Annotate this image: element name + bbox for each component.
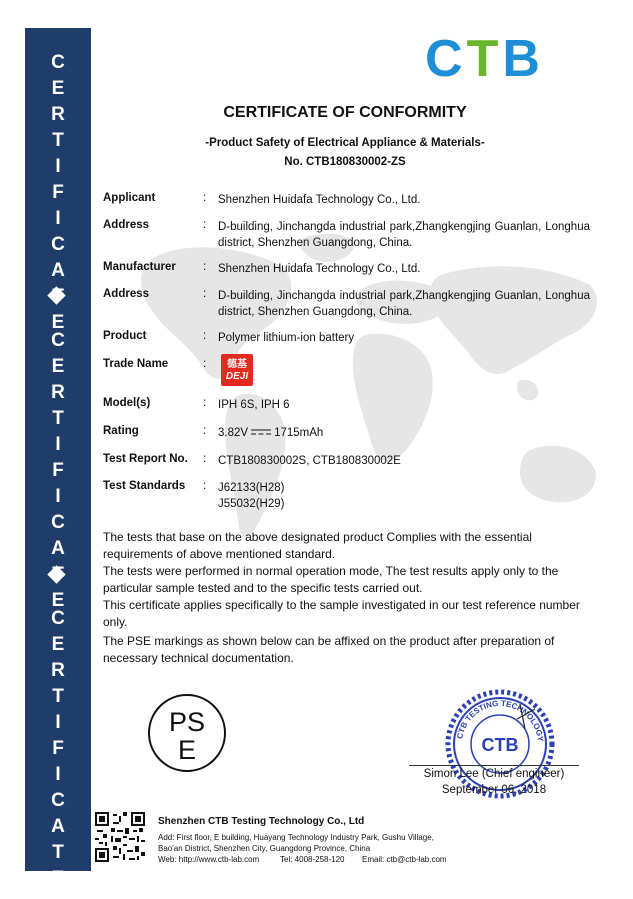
field-value: Shenzhen Huidafa Technology Co., Ltd. — [218, 194, 421, 206]
rating-capacity: 1715mAh — [274, 427, 324, 439]
sidebar-letter: R — [51, 104, 65, 125]
sidebar-word-bottom — [25, 606, 91, 892]
footer-website[interactable]: Web: http://www.ctb-lab.com — [158, 855, 260, 864]
dc-symbol-icon — [251, 428, 271, 436]
standard-item: J55032(H29) — [218, 498, 285, 510]
logo-letter-c: C — [425, 30, 467, 83]
sidebar-letter: T — [52, 842, 64, 863]
sidebar-letter: E — [51, 312, 65, 333]
sidebar-letter: C — [51, 52, 65, 73]
sidebar-letter: I — [55, 434, 61, 455]
paragraph-test-mode: The tests were performed in normal operation mode, The test results apply only to the particular sample tested and to the specific tests carried out. — [103, 564, 559, 595]
certificate-number: No. CTB180830002-ZS — [284, 156, 406, 168]
sidebar-letter: F — [52, 738, 64, 759]
deji-logo-latin: DEJI — [225, 370, 249, 382]
footer-email[interactable]: Email: ctb@ctb-lab.com — [362, 855, 447, 864]
field-colon: : — [203, 358, 207, 370]
field-value: D-building, Jinchangda industrial park,Zhangkengjing Guanlan, Longhua district, Shenzhen Guangdong, China. — [218, 290, 590, 318]
field-colon: : — [203, 288, 207, 300]
sidebar-letter: I — [55, 764, 61, 785]
pse-mark-top: PS — [168, 707, 206, 737]
field-label: Address — [103, 288, 150, 300]
stamp-center-text: CTB — [481, 735, 519, 755]
signatory-name: Simon Lee (Chief engineer) — [423, 768, 565, 780]
sidebar-letter: C — [51, 330, 65, 351]
certificate-title: CERTIFICATE OF CONFORMITY — [223, 104, 467, 121]
sidebar-letter: R — [51, 660, 65, 681]
sidebar-letter: E — [51, 868, 65, 889]
field-label: Test Report No. — [103, 453, 188, 465]
certificate-sidebar — [25, 28, 91, 889]
field-colon: : — [203, 219, 207, 231]
field-value: IPH 6S, IPH 6 — [218, 399, 290, 411]
signature-date: September 06, 2018 — [441, 784, 547, 796]
logo-letter-b: B — [502, 30, 544, 83]
rating-voltage: 3.82V — [218, 427, 249, 439]
field-colon: : — [203, 330, 207, 342]
sidebar-letter: I — [55, 712, 61, 733]
sidebar-letter: T — [52, 130, 64, 151]
sidebar-letter: T — [52, 686, 64, 707]
field-label: Model(s) — [103, 397, 151, 409]
signature-line — [409, 765, 579, 766]
logo-letter-t: T — [466, 30, 503, 83]
certificate-subtitle: -Product Safety of Electrical Appliance & Materials- — [205, 137, 485, 149]
footer-address-line-1: Add: First floor, E building, Huayang Technology Industry Park, Gushu Village, — [158, 833, 434, 842]
sidebar-letter: C — [51, 234, 65, 255]
field-colon: : — [203, 425, 207, 437]
field-value: CTB180830002S, CTB180830002E — [218, 455, 401, 467]
ctb-logo — [425, 28, 590, 83]
field-colon: : — [203, 261, 207, 273]
svg-text:CTB — [425, 30, 544, 83]
footer-telephone: Tel: 4008-258-120 — [280, 855, 345, 864]
paragraph-compliance: The tests that base on the above designated product Complies with the essential requirements of above mentioned standard. — [103, 530, 532, 561]
sidebar-letter: C — [51, 790, 65, 811]
sidebar-letter: I — [55, 156, 61, 177]
footer-address-line-2: Bao'an District, Shenzhen City, Guangdong Province, China — [158, 844, 371, 853]
field-label: Product — [103, 330, 147, 342]
field-colon: : — [203, 397, 207, 409]
sidebar-letter: E — [51, 78, 65, 99]
pse-mark-bottom: E — [177, 735, 197, 765]
standard-item: J62133(H28) — [218, 482, 285, 494]
sidebar-letter: F — [52, 460, 64, 481]
sidebar-letter: T — [52, 408, 64, 429]
field-value: Polymer lithium-ion battery — [218, 332, 355, 344]
sidebar-letter: F — [52, 182, 64, 203]
field-value: D-building, Jinchangda industrial park,Zhangkengjing Guanlan, Longhua district, Shenzhen Guangdong, China. — [218, 221, 590, 249]
field-label: Address — [103, 219, 150, 231]
footer-company-name: Shenzhen CTB Testing Technology Co., Ltd — [158, 816, 365, 827]
field-colon: : — [203, 453, 207, 465]
field-value: Shenzhen Huidafa Technology Co., Ltd. — [218, 263, 421, 275]
field-value — [218, 480, 590, 512]
sidebar-letter: I — [55, 208, 61, 229]
sidebar-letter: I — [55, 486, 61, 507]
field-label: Test Standards — [103, 480, 186, 492]
paragraph-pse-marking: The PSE markings as shown below can be affixed on the product after preparation of necessary technical documentation. — [103, 634, 555, 665]
field-colon: : — [203, 480, 207, 492]
sidebar-letter: C — [51, 512, 65, 533]
sidebar-letter: C — [51, 608, 65, 629]
sidebar-letter: E — [51, 590, 65, 611]
field-label: Trade Name — [103, 358, 169, 370]
deji-brand-logo — [221, 354, 253, 386]
field-label: Manufacturer — [103, 261, 176, 273]
sidebar-letter: E — [51, 634, 65, 655]
sidebar-letter: A — [51, 816, 65, 837]
stamp-ring-text: CTB TESTING TECHNOLOGY — [455, 698, 545, 743]
sidebar-letter: R — [51, 382, 65, 403]
field-value — [218, 425, 590, 441]
field-label: Rating — [103, 425, 139, 437]
qr-code — [95, 812, 145, 862]
sidebar-letter: A — [51, 260, 65, 281]
field-label: Applicant — [103, 192, 156, 204]
sidebar-letter: E — [51, 356, 65, 377]
sidebar-letter: A — [51, 538, 65, 559]
company-seal-stamp — [445, 689, 555, 799]
paragraph-scope: This certificate applies specifically to the sample investigated in our test reference number only. — [103, 598, 580, 629]
field-colon: : — [203, 192, 207, 204]
pse-mark — [147, 693, 227, 773]
deji-logo-chinese: 德基 — [227, 358, 247, 370]
